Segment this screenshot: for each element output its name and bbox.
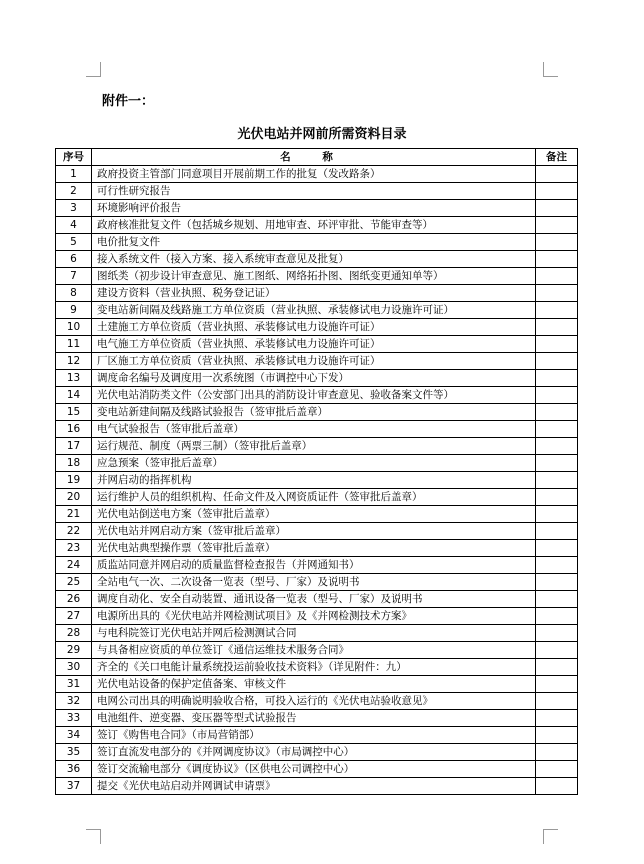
row-name: 运行规范、制度（两票三制）（签审批后盖章） [92,438,536,455]
table-row [56,268,578,285]
row-number: 3 [56,200,92,217]
row-name: 质监站同意并网启动的质量监督检查报告（并网通知书） [92,557,536,574]
document-title: 光伏电站并网前所需资料目录 [237,127,407,142]
crop-mark-bottom-right [543,829,558,844]
row-number: 7 [56,268,92,285]
row-number: 34 [56,727,92,744]
row-number: 30 [56,659,92,676]
row-name: 齐全的《关口电能计量系统投运前验收技术资料》（详见附件：九） [92,659,536,676]
row-name: 签订交流输电部分《调度协议》（区供电公司调控中心） [92,761,536,778]
row-number: 15 [56,404,92,421]
header-name-text: 名 称 [280,151,347,163]
row-remark [536,557,578,574]
row-name: 光伏电站并网启动方案（签审批后盖章） [92,523,536,540]
table-row [56,302,578,319]
row-name: 签订直流发电部分的《并网调度协议》（市局调控中心） [92,744,536,761]
table-row [56,472,578,489]
table-row [56,642,578,659]
table-body [56,166,578,795]
row-remark [536,166,578,183]
table-row [56,285,578,302]
header-number: 序号 [56,149,92,166]
row-name: 建设方资料（营业执照、税务登记证） [92,285,536,302]
row-number: 27 [56,608,92,625]
table-row [56,523,578,540]
row-number: 29 [56,642,92,659]
row-number: 36 [56,761,92,778]
row-number: 5 [56,234,92,251]
table-row [56,676,578,693]
row-name: 土建施工方单位资质（营业执照、承装修试电力设施许可证） [92,319,536,336]
row-number: 14 [56,387,92,404]
row-name: 厂区施工方单位资质（营业执照、承装修试电力设施许可证） [92,353,536,370]
attachment-label: 附件一： [102,94,155,109]
row-remark [536,319,578,336]
row-remark [536,659,578,676]
row-number: 17 [56,438,92,455]
table-row [56,217,578,234]
row-remark [536,438,578,455]
row-remark [536,608,578,625]
row-remark [536,251,578,268]
table-row [56,761,578,778]
row-remark [536,778,578,795]
table-row [56,183,578,200]
row-name: 电源所出具的《光伏电站并网检测试项目》及《并网检测技术方案》 [92,608,536,625]
row-number: 11 [56,336,92,353]
header-name [92,149,536,166]
row-number: 12 [56,353,92,370]
table-row [56,557,578,574]
materials-table [55,148,578,795]
row-number: 8 [56,285,92,302]
crop-mark-bottom-left [86,829,101,844]
row-number: 20 [56,489,92,506]
row-name: 变电站新间隔及线路施工方单位资质（营业执照、承装修试电力设施许可证） [92,302,536,319]
table-row [56,489,578,506]
row-remark [536,370,578,387]
row-remark [536,625,578,642]
row-name: 接入系统文件（接入方案、接入系统审查意见及批复） [92,251,536,268]
row-name: 调度自动化、安全自动装置、通讯设备一览表（型号、厂家）及说明书 [92,591,536,608]
crop-mark-top-left [86,62,101,77]
row-remark [536,217,578,234]
row-name: 电价批复文件 [92,234,536,251]
row-number: 32 [56,693,92,710]
table-row [56,778,578,795]
row-number: 10 [56,319,92,336]
row-number: 22 [56,523,92,540]
table-row [56,251,578,268]
table-row [56,540,578,557]
row-number: 16 [56,421,92,438]
row-remark [536,183,578,200]
row-number: 24 [56,557,92,574]
row-name: 调度命名编号及调度用一次系统图（市调控中心下发） [92,370,536,387]
table-row [56,387,578,404]
row-name: 光伏电站设备的保护定值备案、审核文件 [92,676,536,693]
row-name: 环境影响评价报告 [92,200,536,217]
row-name: 电气试验报告（签审批后盖章） [92,421,536,438]
table-row [56,608,578,625]
row-remark [536,642,578,659]
row-remark [536,676,578,693]
row-number: 35 [56,744,92,761]
row-number: 13 [56,370,92,387]
row-remark [536,744,578,761]
row-name: 政府投资主管部门同意项目开展前期工作的批复（发改路条） [92,166,536,183]
row-name: 图纸类（初步设计审查意见、施工图纸、网络拓扑图、图纸变更通知单等） [92,268,536,285]
row-name: 变电站新建间隔及线路试验报告（签审批后盖章） [92,404,536,421]
row-remark [536,353,578,370]
table-row [56,166,578,183]
row-number: 33 [56,710,92,727]
row-name: 可行性研究报告 [92,183,536,200]
header-remark: 备注 [536,149,578,166]
row-name: 光伏电站倒送电方案（签审批后盖章） [92,506,536,523]
row-remark [536,506,578,523]
row-remark [536,574,578,591]
row-number: 26 [56,591,92,608]
row-remark [536,302,578,319]
table-row [56,727,578,744]
table-row [56,744,578,761]
row-remark [536,285,578,302]
row-number: 37 [56,778,92,795]
row-remark [536,761,578,778]
row-remark [536,727,578,744]
table-row [56,506,578,523]
row-remark [536,336,578,353]
table-row [56,353,578,370]
row-remark [536,472,578,489]
row-remark [536,234,578,251]
row-number: 31 [56,676,92,693]
table-row [56,659,578,676]
row-remark [536,710,578,727]
row-name: 提交《光伏电站启动并网调试申请票》 [92,778,536,795]
row-name: 电网公司出具的明确说明验收合格，可投入运行的《光伏电站验收意见》 [92,693,536,710]
row-number: 9 [56,302,92,319]
crop-mark-top-right [543,62,558,77]
row-name: 应急预案（签审批后盖章） [92,455,536,472]
row-number: 21 [56,506,92,523]
row-name: 电池组件、逆变器、变压器等型式试验报告 [92,710,536,727]
row-name: 签订《购售电合同》（市局营销部） [92,727,536,744]
row-remark [536,200,578,217]
row-number: 25 [56,574,92,591]
table-row [56,421,578,438]
table-row [56,710,578,727]
row-number: 23 [56,540,92,557]
row-name: 政府核准批复文件（包括城乡规划、用地审查、环评审批、节能审查等） [92,217,536,234]
row-name: 与电科院签订光伏电站并网后检测测试合同 [92,625,536,642]
table-row [56,336,578,353]
row-number: 6 [56,251,92,268]
table-row [56,234,578,251]
row-number: 18 [56,455,92,472]
row-remark [536,489,578,506]
row-remark [536,591,578,608]
row-number: 1 [56,166,92,183]
table-row [56,455,578,472]
row-remark [536,455,578,472]
table-row [56,438,578,455]
table-row [56,625,578,642]
row-number: 2 [56,183,92,200]
row-number: 19 [56,472,92,489]
table-row [56,404,578,421]
row-name: 全站电气一次、二次设备一览表（型号、厂家）及说明书 [92,574,536,591]
row-name: 与具备相应资质的单位签订《通信运维技术服务合同》 [92,642,536,659]
table-row [56,591,578,608]
row-name: 并网启动的指挥机构 [92,472,536,489]
row-remark [536,540,578,557]
row-remark [536,693,578,710]
table-header-row [56,149,578,166]
row-remark [536,404,578,421]
table-row [56,200,578,217]
row-number: 28 [56,625,92,642]
row-remark [536,387,578,404]
table-row [56,319,578,336]
table-row [56,370,578,387]
row-remark [536,523,578,540]
row-name: 电气施工方单位资质（营业执照、承装修试电力设施许可证） [92,336,536,353]
row-name: 光伏电站消防类文件（公安部门出具的消防设计审查意见、验收备案文件等） [92,387,536,404]
row-name: 光伏电站典型操作票（签审批后盖章） [92,540,536,557]
table-row [56,574,578,591]
row-number: 4 [56,217,92,234]
row-remark [536,268,578,285]
row-remark [536,421,578,438]
table-row [56,693,578,710]
row-name: 运行维护人员的组织机构、任命文件及入网资质证件（签审批后盖章） [92,489,536,506]
